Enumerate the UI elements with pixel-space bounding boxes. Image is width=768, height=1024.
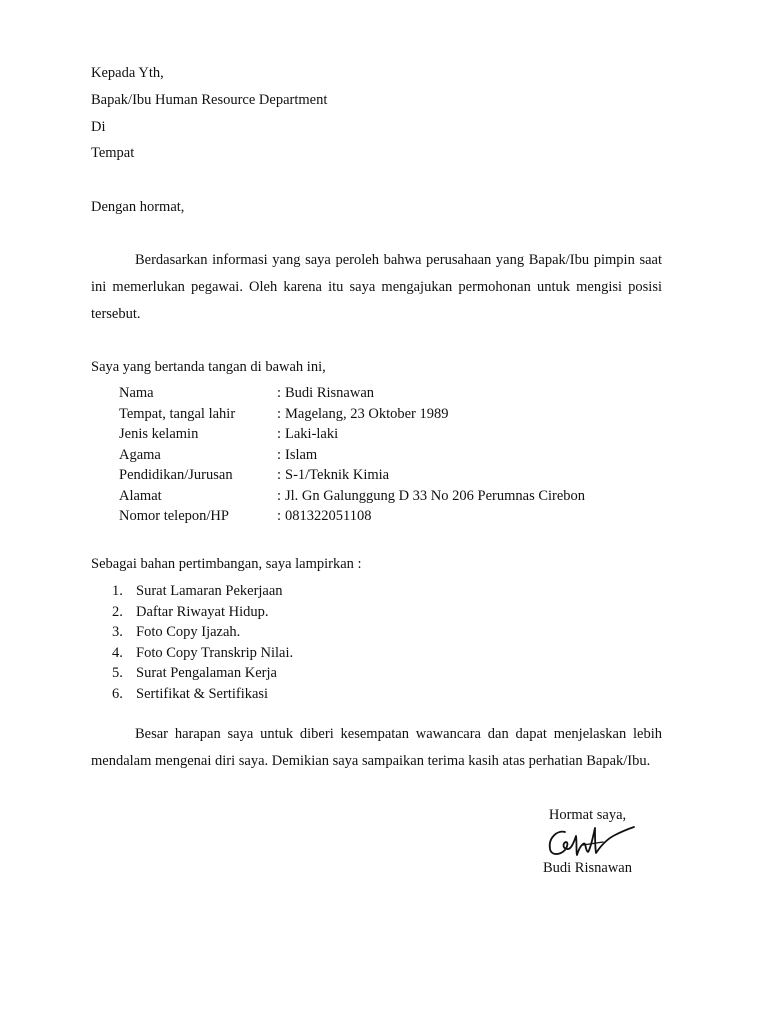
identity-row (119, 466, 679, 487)
identity-label: Jenis kelamin (119, 426, 199, 442)
identity-value: Budi Risnawan (285, 385, 375, 401)
identity-label: Pendidikan/Jurusan (119, 467, 233, 483)
list-item-number: 2. (112, 603, 123, 620)
identity-value: Islam (285, 446, 318, 463)
identity-intro: Saya yang bertanda tangan di bawah ini, (91, 359, 326, 375)
list-item (112, 603, 512, 624)
identity-table (119, 384, 679, 528)
identity-colon: : (277, 487, 282, 504)
list-item (112, 664, 512, 685)
attachments-intro: Sebagai bahan pertimbangan, saya lampirkan : (91, 556, 362, 572)
signature-image (543, 822, 639, 862)
identity-colon: : (277, 508, 282, 524)
signatory-name: Budi Risnawan (542, 860, 632, 876)
identity-label: Alamat (119, 487, 162, 504)
identity-colon: : (277, 405, 282, 422)
list-item (112, 644, 512, 665)
list-item-text: Foto Copy Transkrip Nilai. (136, 644, 294, 661)
identity-value: Laki-laki (285, 426, 339, 442)
recipient-line-4: Tempat (91, 145, 135, 161)
identity-label: Tempat, tangal lahir (119, 405, 236, 422)
identity-colon: : (277, 426, 282, 442)
identity-label: Nomor telepon/HP (119, 508, 229, 524)
attachments-list (112, 582, 512, 705)
identity-colon: : (277, 385, 282, 401)
identity-row (119, 487, 679, 508)
closing-salutation: Hormat saya, (548, 807, 627, 823)
identity-value: 081322051108 (285, 508, 372, 524)
list-item-text: Surat Lamaran Pekerjaan (136, 583, 283, 599)
list-item (112, 685, 512, 706)
identity-row (119, 446, 679, 467)
identity-colon: : (277, 446, 282, 463)
recipient-line-2: Bapak/Ibu Human Resource Department (91, 92, 328, 108)
list-item-number: 5. (112, 665, 123, 681)
identity-value: S-1/Teknik Kimia (285, 467, 390, 483)
recipient-line-3: Di (91, 119, 106, 135)
list-item-text: Sertifikat & Sertifikasi (136, 685, 269, 702)
intro-paragraph: Berdasarkan informasi yang saya peroleh bahwa perusahaan yang Bapak/Ibu pimpin saat ini memerlukan pegawai. Oleh karena itu saya mengajukan permohonan untuk mengisi posisi tersebut. (91, 252, 662, 322)
identity-row (119, 425, 679, 446)
greeting: Dengan hormat, (91, 199, 185, 215)
identity-row (119, 507, 679, 528)
list-item (112, 582, 512, 603)
list-item-text: Surat Pengalaman Kerja (136, 665, 277, 681)
list-item-text: Foto Copy Ijazah. (136, 624, 241, 640)
list-item (112, 623, 512, 644)
identity-row (119, 405, 679, 426)
list-item-number: 3. (112, 624, 123, 640)
list-item-text: Daftar Riwayat Hidup. (136, 603, 269, 620)
list-item-number: 6. (112, 685, 123, 702)
identity-label: Agama (119, 446, 161, 463)
identity-row (119, 384, 679, 405)
list-item-number: 4. (112, 644, 123, 661)
closing-paragraph: Besar harapan saya untuk diberi kesempatan wawancara dan dapat menjelaskan lebih mendalam mengenai diri saya. Demikian saya sampaikan terima kasih atas perhatian Bapak/Ibu. (91, 726, 662, 769)
list-item-number: 1. (112, 583, 123, 599)
identity-value: Jl. Gn Galunggung D 33 No 206 Perumnas Cirebon (285, 487, 586, 504)
identity-label: Nama (119, 385, 154, 401)
identity-colon: : (277, 467, 282, 483)
identity-value: Magelang, 23 Oktober 1989 (285, 405, 449, 422)
recipient-line-1: Kepada Yth, (91, 65, 164, 81)
